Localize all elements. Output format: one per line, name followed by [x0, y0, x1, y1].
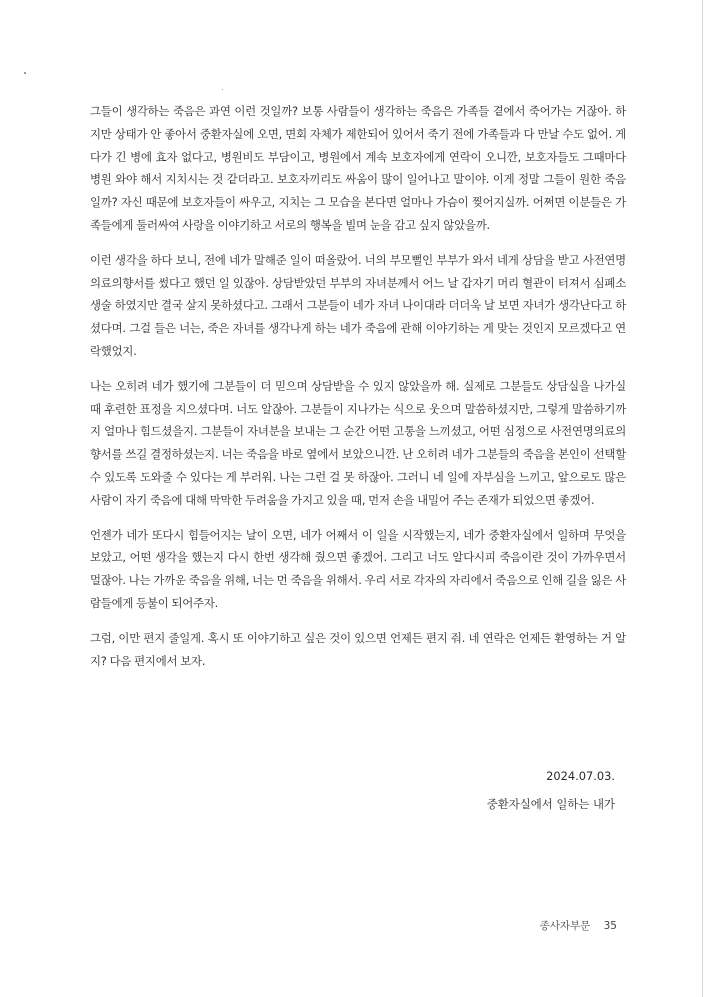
scan-speck [222, 89, 223, 90]
footer-section-title: 종사자부문 [539, 920, 591, 932]
scan-speck [24, 72, 26, 74]
letter-date: 2024.07.03. [546, 769, 615, 783]
page-footer [540, 918, 617, 933]
letter-signature: 중환자실에서 일하는 내가 [486, 797, 615, 811]
paragraph-2: 이런 생각을 하다 보니, 전에 네가 말해준 일이 떠올랐어. 너의 부모뻘인 부부가 와서 네게 상담을 받고 사전연명의료의향서를 썼다고 했던 일 있잖아. 상담받았던 부부의 자녀분께서 어느 날 갑자기 머리 혈관이 터져서 심폐소생술 하였지만 결국 살지 못하셨다고. 그래서 그분들이 네가 자녀 나이대라 더더욱 날 보면 자녀가 생각난다고 하셨다며. 그걸 들은 너는, 죽은 자녀를 생각나게 하는 네가 죽음에 관해 이야기하는 게 맞는 것인지 모르겠다고 연락했었지. [90, 252, 626, 358]
paragraph-3: 나는 오히려 네가 했기에 그분들이 더 믿으며 상담받을 수 있지 않았을까 해. 실제로 그분들도 상담실을 나가실 때 후련한 표정을 지으셨다며. 너도 알잖아. 그분들이 지나가는 식으로 웃으며 말씀하셨지만, 그렇게 말씀하기까지 얼마나 힘드셨을지. 그분들이 자녀분을 보내는 그 순간 어떤 고통을 느끼셨고, 어떤 심정으로 사전연명의료의향서를 쓰길 결정하셨는지. 너는 죽음을 바로 옆에서 보았으니깐. 난 오히려 네가 그분들의 죽음을 본인이 선택할 수 있도록 도와줄 수 있다는 게 부러워. 나는 그런 걸 못 하잖아. 그러니 네 일에 자부심을 느끼고, 앞으로도 많은 사람이 자기 죽음에 대해 막막한 두려움을 가지고 있을 때, 먼저 손을 내밀어 주는 존재가 되었으면 좋겠어. [90, 378, 626, 507]
paragraph-4: 언젠가 네가 또다시 힘들어지는 날이 오면, 네가 어째서 이 일을 시작했는지, 네가 중환자실에서 일하며 무엇을 보았고, 어떤 생각을 했는지 다시 한번 생각해 줬으면 좋겠어. 그리고 너도 알다시피 죽음이란 것이 가까우면서 멀잖아. 나는 가까운 죽음을 위해, 너는 먼 죽음을 위해서. 우리 서로 각자의 자리에서 죽음으로 인해 길을 잃은 사람들에게 등불이 되어주자. [90, 527, 626, 610]
paragraph-1: 그들이 생각하는 죽음은 과연 이런 것일까? 보통 사람들이 생각하는 죽음은 가족들 곁에서 죽어가는 거잖아. 하지만 상태가 안 좋아서 중환자실에 오면, 면회 자체가 제한되어 있어서 죽기 전에 가족들과 다 만날 수도 없어. 게다가 긴 병에 효자 없다고, 병원비도 부담이고, 병원에서 계속 보호자에게 연락이 오니깐, 보호자들도 그때마다 병원 와야 해서 지치시는 것 같더라고. 보호자끼리도 싸움이 많이 일어나고 말이야. 이게 정말 그들이 원한 죽음일까? 자신 때문에 보호자들이 싸우고, 지치는 그 모습을 본다면 얼마나 가슴이 찢어지실까. 어쩌면 이분들은 가족들에게 둘러싸여 사랑을 이야기하고 서로의 행복을 빌며 눈을 감고 싶지 않았을까. [90, 104, 626, 232]
letter-body [90, 100, 626, 684]
page-number: 35 [603, 920, 617, 932]
paragraph-5: 그럼, 이만 편지 줄일게. 혹시 또 이야기하고 싶은 것이 있으면 언제든 편지 줘. 네 연락은 언제든 환영하는 거 알지? 다음 편지에서 보자. [90, 630, 626, 668]
page-edge-line [702, 0, 703, 997]
